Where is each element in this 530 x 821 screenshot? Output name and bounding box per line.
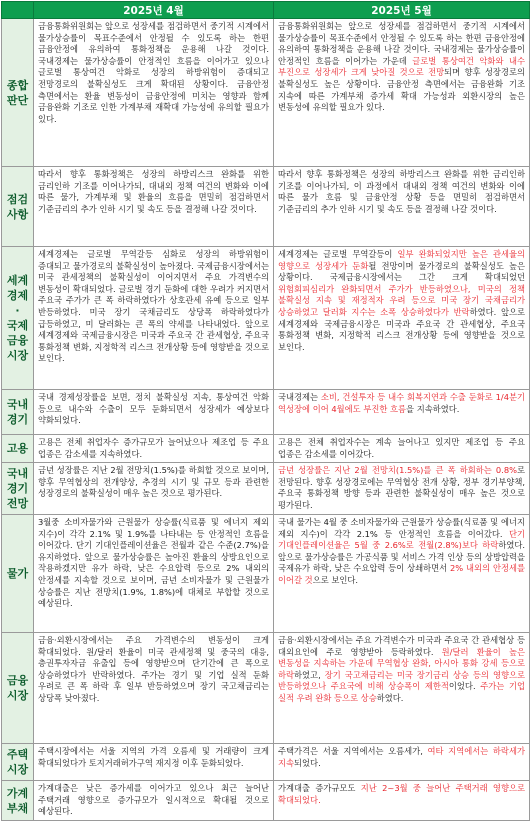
- highlighted-text: 지난 2월 전망치(1.5%)를 큰 폭 하회하는 0.8%: [334, 465, 517, 475]
- april-text: [34, 19, 274, 167]
- highlighted-text: 일부 완화되었지만 높은 관세율의 영향으로 성장세가 둔화: [278, 249, 526, 271]
- text-segment: 고용은 전체 취업자수 증가규모가 늘어났으나 제조업 등 주요 업종은 감소세를 지속하였다.: [38, 437, 269, 459]
- april-text: [34, 633, 274, 744]
- text-segment: 고용은 전체 취업자수는 계속 늘어나고 있지만 제조업 등 주요 업종은 감소세를 이어갔다.: [278, 437, 525, 459]
- highlighted-text: 2% 내외의 안정세를 이어갈 것: [278, 563, 525, 585]
- may-text: [274, 19, 530, 167]
- row-category: 점검 사항: [2, 167, 34, 247]
- text-segment: 3월중 소비자물가와 근원물가 상승률(식료품 및 에너지 제외 지수)이 각각 2.1% 및 1.9%를 나타내는 등 안정적인 흐름을 이어갔다. 단기 기대인플레이션율은 전월과 같은 수준(2.7%)을 유지하였다. 앞으로 물가상승률은 높아진 환율의 상방요인으로 작용하겠지만 유가 하락, 낮은 수요압력 등으로 2% 내외의 안정세를 지속할 것으로 보이며, 금년 소비자물가 및 근원물가 상승률은 지난 전망치(1.9%, 1.8%)에 대체로 부합할 것으로 예상된다.: [38, 517, 269, 609]
- text-segment: 하였다. 앞으로 물가상승률은 가공식품 및 서비스 가격 인상 등의 상방압력을 국제유가 하락, 낮은 수요압력 등이 상쇄하면서: [278, 540, 525, 574]
- april-text: [34, 435, 274, 463]
- row-category: 종합 판단: [2, 19, 34, 167]
- mpc-comparison-table: [1, 1, 530, 821]
- row-category: 국내 경기 전망: [2, 463, 34, 515]
- text-segment: 을 지속하였다.: [406, 403, 460, 414]
- april-text: [34, 390, 274, 435]
- header-row: [2, 2, 530, 19]
- row-category: 주택 시장: [2, 744, 34, 781]
- header-corner: [2, 2, 34, 19]
- row-category: 세계 경제 · 국제 금융 시장: [2, 247, 34, 390]
- row-category: 금융 시장: [2, 633, 34, 744]
- highlighted-text: 금년 성장률은: [278, 465, 335, 475]
- text-segment: 되며 향후 성장경로의 불확실성도 높은 상황이다. 금융안정 측면에서는 금융완화 기조 지속에 따른 가계부채 증가세 확대 가능성과 외환시장의 높은 변동성에 유의할 필요가 있다.: [278, 67, 525, 113]
- table-row: [2, 19, 530, 167]
- table-row: [2, 247, 530, 390]
- highlighted-text: 장기 국고채금리는 미국 장기금리 상승 등의 영향으로 반등하였으나 주요국에 비해 상승폭이 제한적: [278, 669, 525, 692]
- text-segment: 국내 경제성장률을 보면, 정치 불확실성 지속, 통상여건 악화 등으로 내수와 수출이 모두 둔화되면서 성장세가 예상보다 약화되었다.: [38, 392, 269, 426]
- table-row: [2, 167, 530, 247]
- april-text: [34, 167, 274, 247]
- header-may: 2025년 5월: [274, 2, 530, 19]
- text-segment: 하였고,: [294, 669, 325, 680]
- highlighted-text: 주가는 기업 실적 우려 완화 등으로 상승: [278, 681, 525, 703]
- highlighted-text: 단기 기대인플레이션율은 5월 중 2.6%로 전월(2.8%)보다 하락: [278, 528, 525, 551]
- table-row: [2, 744, 530, 781]
- highlighted-text: 여타 지역에서는 하락세가 지속: [278, 746, 525, 768]
- text-segment: 금융통화위원회는 앞으로 성장세를 점검하면서 중기적 시계에서 물가상승률이 목표수준에서 안정될 수 있도록 하는 한편 금융안정에 유의하여 통화정책을 운용해 나갈 것이다. 국내경제는 물가상승률이 안정적인 흐름을 이어가고 있으나 글로벌 통상여건 악화로 성장의 하방위험이 증대되고 전망경로의 불확실성도 크게 확대된 상황이다. 금융안정 측면에서는 환율 변동성이 금융안정에 미치는 영향과 함께 금융완화 기조로 인한 가계부채 재확대 가능성에 유의할 필요가 있다.: [38, 21, 269, 124]
- april-text: [34, 781, 274, 821]
- table-row: [2, 435, 530, 463]
- text-segment: 하였다.: [376, 692, 404, 703]
- table-row: [2, 463, 530, 515]
- text-segment: 세계경제는 글로벌 무역갈등 심화로 성장의 하방위험이 증대되고 물가경로의 불확실성이 높아졌다. 국제금융시장에서는 미국 관세정책의 불확실성이 이어지면서 주요 가격변수의 변동성이 확대되었다. 글로벌 경기 둔화에 대한 우려가 커지면서 주요국 주가가 큰 폭 하락하였다가 상호관세 유예 등으로 일부 반등하였다. 미국 장기 국채금리도 상당폭 하락하였다가 급등하였고, 미 달러화는 큰 폭의 약세를 나타내었다. 앞으로 세계경제와 국제금융시장은 미국과 주요국 간 관세협상, 주요국 통화정책 변화, 지정학적 리스크 전개상황 등에 영향받을 것으로 보인다.: [38, 249, 269, 364]
- may-text: [274, 633, 530, 744]
- text-segment: 가계대출 증가규모도: [278, 783, 361, 793]
- table-row: [2, 633, 530, 744]
- text-segment: 이었다.: [448, 681, 481, 692]
- text-segment: 될 전망이며 물가경로의 불확실성도 높은 상황이다. 국제금융시장에서는 그간 크게 확대되었던: [278, 260, 525, 283]
- row-category: 국내 경기: [2, 390, 34, 435]
- text-segment: 금융·외환시장에서는 주요 가격변수가 미국과 주요국 간 관세협상 등 대외요인에 주로 영향받아 등락하였다.: [278, 635, 525, 657]
- table-row: [2, 781, 530, 821]
- table-row: [2, 390, 530, 435]
- highlighted-text: 위험회피심리가 완화되면서 주가가 반등하였으나, 미국의 정책 불확실성 지속 및 재정적자 우려 등으로 미국 장기 국채금리가 상승하였고 달러화 지수는 소폭 상승하였다가 반락: [278, 283, 525, 317]
- text-segment: 되었다.: [294, 757, 321, 768]
- text-segment: 금융통화위원회는 앞으로 성장세를 점검하면서 중기적 시계에서 물가상승률이 목표수준에서 안정될 수 있도록 하는 한편 금융안정에 유의하여 통화정책을 운용해 나갈 것이다. 국내경제는 물가상승률이 안정적인 흐름을 이어가는 가운데: [278, 21, 525, 66]
- header-april: 2025년 4월: [34, 2, 274, 19]
- text-segment: 따라서 향후 통화정책은 성장의 하방리스크 완화를 위한 금리인하 기조를 이어나가되, 이 과정에서 대내외 정책 여건의 변화와 이에 따른 물가 흐름 및 금융안정 상황 등을 면밀히 점검하면서 기준금리의 추가 인하 시기 및 속도 등을 결정해 나갈 것이다.: [278, 169, 525, 214]
- text-segment: 금융·외환시장에서는 주요 가격변수의 변동성이 크게 확대되었다. 원/달러 환율이 미국 관세정책 및 중국의 대응, 층권투자자금 유출입 등에 영향받으며 단기간에 큰 폭으로 상승하였다가 반락하였다. 주가는 경기 및 기업 실적 둔화 우려로 큰 폭 하락 후 일부 반등하였으며 장기 국고채금리는 상당폭 낮아졌다.: [38, 635, 269, 703]
- row-category: 고용: [2, 435, 34, 463]
- text-segment: 주택가격은 서울 지역에서는 오름세가,: [278, 746, 428, 756]
- text-segment: 금년 성장률은 지난 2월 전망치(1.5%)를 하회할 것으로 보이며, 향후 무역협상의 전개양상, 추경의 시기 및 규모 등과 관련한 성장경로의 불확실성이 매우 높은 것으로 평가된다.: [38, 465, 269, 499]
- may-text: [274, 435, 530, 463]
- may-text: [274, 515, 530, 633]
- may-text: [274, 247, 530, 390]
- may-text: [274, 781, 530, 821]
- text-segment: 주택시장에서는 서울 지역의 가격 오름세 및 거래량이 크게 확대되었다가 토지거래허가구역 재지정 이후 둔화되었다.: [38, 746, 269, 768]
- text-segment: 국내 물가는 4월 중 소비자물가와 근원물가 상승률(식료품 및 에너지 제외 지수)이 각각 2.1% 등 안정적인 흐름을 이어갔다.: [278, 517, 525, 539]
- table-row: [2, 515, 530, 633]
- april-text: [34, 463, 274, 515]
- text-segment: 따라서 향후 통화정책은 성장의 하방리스크 완화를 위한 금리인하 기조를 이어나가되, 대내외 정책 여건의 변화와 이에 따른 물가, 가계부채 및 환율의 흐름을 면밀히 점검하면서 기준금리의 추가 인하 시기 및 속도 등을 결정해 나갈 것이다.: [38, 169, 269, 214]
- highlighted-text: 소비, 건설투자 등 내수 회복지연과 수출 둔화로 1/4분기 역성장에 이어 4월에도 부진한 흐름: [278, 392, 525, 414]
- text-segment: 세계경제는 글로벌 무역갈등이: [278, 249, 398, 259]
- april-text: [34, 744, 274, 781]
- highlighted-text: 원/달러 환율이 높은 변동성을 지속하는 가운데 무역협상 완화, 아시아 통화 강세 등으로 하락: [278, 646, 525, 680]
- text-segment: 가계대출은 낮은 증가세를 이어가고 있으나 최근 늘어난 주택거래 영향으로 증가규모가 일시적으로 확대될 것으로 예상된다.: [38, 783, 269, 817]
- text-segment: 하였다. 앞으로 세계경제와 국제금융시장은 미국과 주요국 간 관세협상, 주요국 통화정책 변화, 지정학적 리스크 전개상황 등에 영향받을 것으로 보인다.: [278, 306, 525, 352]
- may-text: [274, 463, 530, 515]
- text-segment: 으로 보인다.: [312, 574, 359, 585]
- may-text: [274, 167, 530, 247]
- may-text: [274, 744, 530, 781]
- text-segment: 로 전망된다. 향후 성장경로에는 무역협상 전개 상황, 정부 경기부양책, 주요국 통화정책 방향 등과 관련한 불확실성이 매우 높은 것으로 평가된다.: [278, 465, 525, 510]
- text-segment: 국내경제는: [278, 392, 321, 402]
- row-category: 물가: [2, 515, 34, 633]
- may-text: [274, 390, 530, 435]
- highlighted-text: 글로벌 통상여건 악화와 내수 부진으로 성장세가 크게 낮아질 것으로 전망: [278, 55, 526, 78]
- row-category: 가계 부채: [2, 781, 34, 821]
- highlighted-text: 지난 2~3월 중 늘어난 주택거래 영향으로 확대되었다.: [278, 783, 525, 805]
- april-text: [34, 515, 274, 633]
- april-text: [34, 247, 274, 390]
